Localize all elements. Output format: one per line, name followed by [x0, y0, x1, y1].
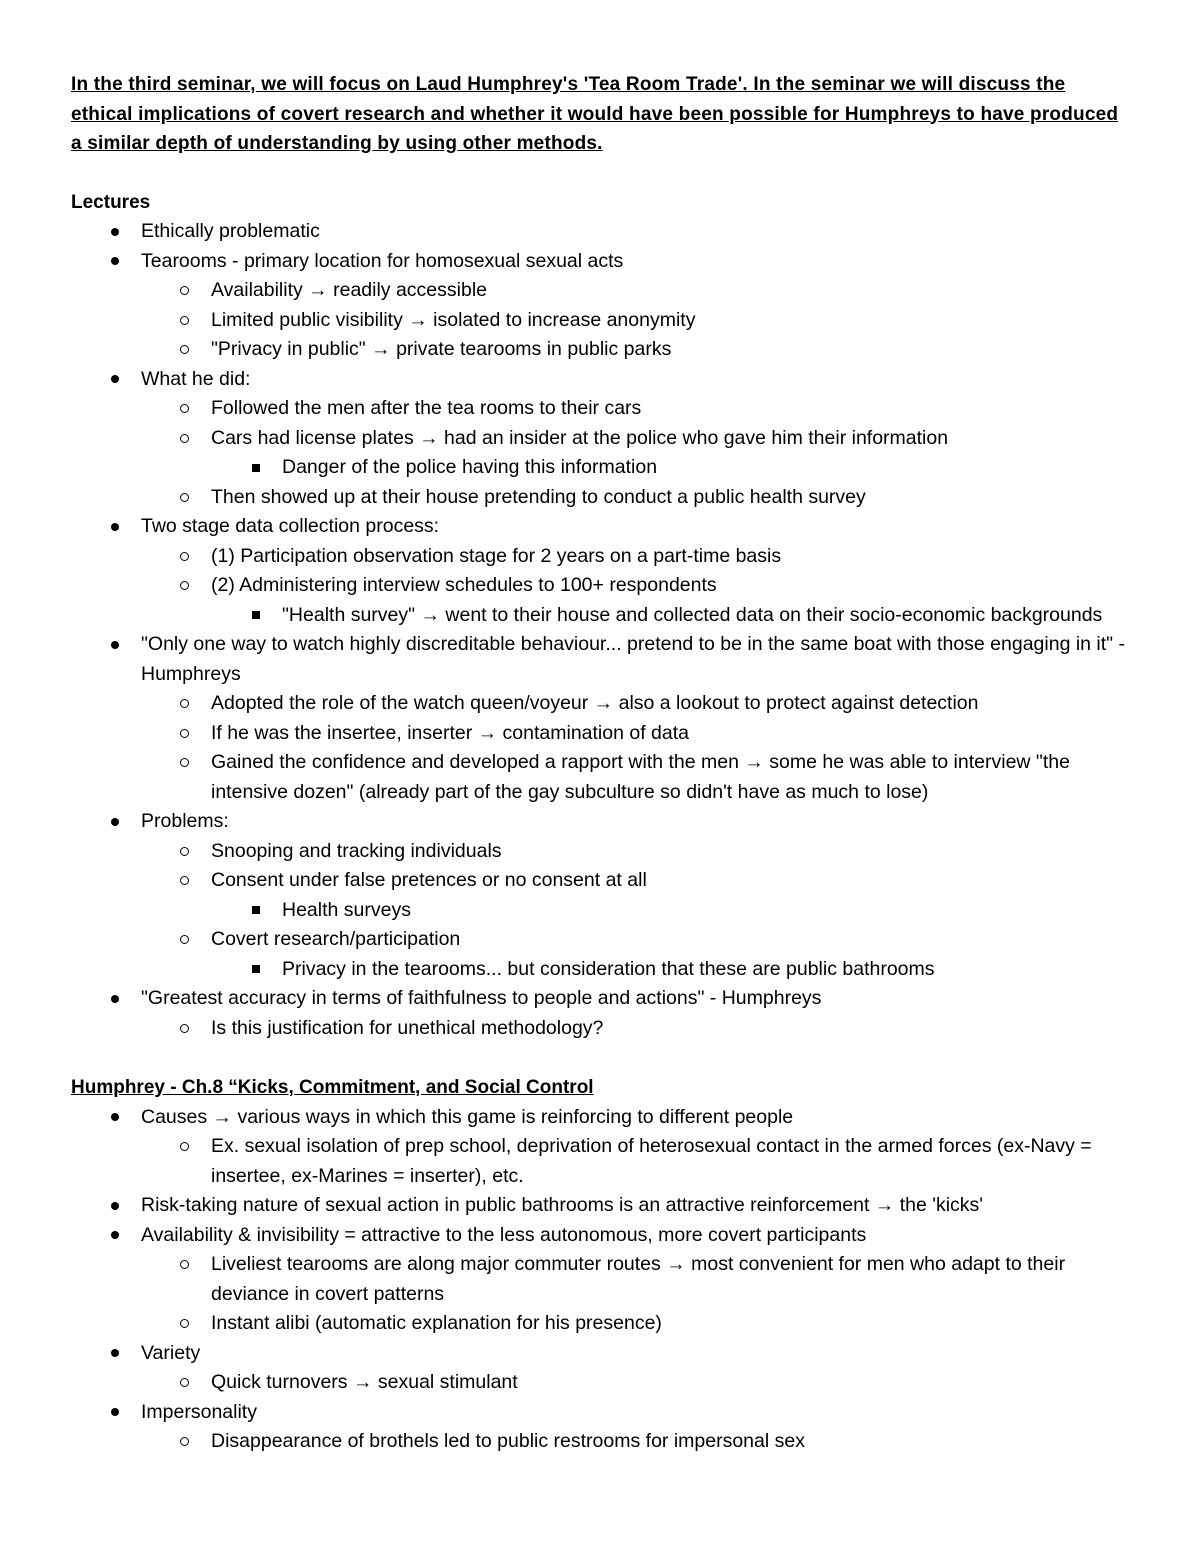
square-bullet-icon	[250, 955, 262, 985]
list-item	[71, 1250, 1131, 1309]
list-item	[71, 896, 1131, 926]
filled-circle-bullet-icon	[109, 1103, 121, 1133]
list-item	[71, 984, 1131, 1014]
list-item-text: Liveliest tearooms are along major commuter routes → most convenient for men who adapt to their deviance in covert patterns	[211, 1253, 1066, 1305]
hollow-circle-bullet-icon	[178, 1309, 190, 1339]
list-item-text: Disappearance of brothels led to public restrooms for impersonal sex	[211, 1430, 805, 1452]
filled-circle-bullet-icon	[109, 247, 121, 277]
list-item	[71, 365, 1131, 395]
humphrey-chapter-heading: Humphrey - Ch.8 “Kicks, Commitment, and Social Control	[71, 1077, 594, 1098]
filled-circle-bullet-icon	[109, 1398, 121, 1428]
list-item-text: Variety	[141, 1341, 201, 1364]
hollow-circle-bullet-icon	[178, 1014, 190, 1044]
hollow-circle-bullet-icon	[178, 542, 190, 572]
list-item	[71, 247, 1131, 277]
hollow-circle-bullet-icon	[178, 571, 190, 601]
square-bullet-icon	[250, 453, 262, 483]
list-item	[71, 689, 1131, 719]
list-item-text: "Health survey" → went to their house and collected data on their socio-economic backgrounds	[282, 603, 1103, 626]
filled-circle-bullet-icon	[109, 1221, 121, 1251]
list-item-text: Tearooms - primary location for homosexual sexual acts	[141, 249, 624, 272]
list-item	[71, 601, 1131, 631]
filled-circle-bullet-icon	[109, 807, 121, 837]
hollow-circle-bullet-icon	[178, 925, 190, 955]
hollow-circle-bullet-icon	[178, 719, 190, 749]
list-item	[71, 571, 1131, 601]
list-item	[71, 1427, 1131, 1457]
square-bullet-icon	[250, 896, 262, 926]
list-item-text: Is this justification for unethical methodology?	[211, 1016, 604, 1039]
list-item-text: "Privacy in public" → private tearooms in public parks	[211, 338, 672, 360]
list-item-text: Danger of the police having this information	[282, 456, 658, 478]
list-item-text: Followed the men after the tea rooms to their cars	[211, 397, 642, 419]
list-item	[71, 453, 1131, 483]
list-item-text: Availability & invisibility = attractive to the less autonomous, more covert participants	[141, 1223, 867, 1246]
hollow-circle-bullet-icon	[178, 837, 190, 867]
filled-circle-bullet-icon	[109, 512, 121, 542]
list-item-text: Ex. sexual isolation of prep school, deprivation of heterosexual contact in the armed forces (ex-Navy = insertee, ex-Marines = inserter), etc.	[211, 1135, 1092, 1187]
list-item	[71, 837, 1131, 867]
list-item-text: If he was the insertee, inserter → contamination of data	[211, 721, 690, 744]
list-item	[71, 807, 1131, 837]
list-item-text: Snooping and tracking individuals	[211, 839, 502, 862]
square-bullet-icon	[250, 601, 262, 631]
filled-circle-bullet-icon	[109, 365, 121, 395]
list-item-text: Two stage data collection process:	[141, 515, 440, 537]
filled-circle-bullet-icon	[109, 217, 121, 247]
list-item-text: Consent under false pretences or no consent at all	[211, 869, 647, 891]
list-item	[71, 630, 1131, 689]
list-item-text: Instant alibi (automatic explanation for his presence)	[211, 1312, 662, 1334]
hollow-circle-bullet-icon	[178, 866, 190, 896]
filled-circle-bullet-icon	[109, 1339, 121, 1369]
filled-circle-bullet-icon	[109, 630, 121, 660]
lectures-list	[71, 217, 1131, 1043]
list-item	[71, 1191, 1131, 1221]
list-item-text: "Greatest accuracy in terms of faithfulness to people and actions" - Humphreys	[141, 987, 822, 1009]
list-item	[71, 542, 1131, 572]
list-item	[71, 306, 1131, 336]
hollow-circle-bullet-icon	[178, 483, 190, 513]
list-item	[71, 748, 1131, 807]
list-item	[71, 955, 1131, 985]
hollow-circle-bullet-icon	[178, 1250, 190, 1280]
list-item	[71, 1014, 1131, 1044]
hollow-circle-bullet-icon	[178, 394, 190, 424]
list-item	[71, 1103, 1131, 1133]
list-item	[71, 925, 1131, 955]
list-item-text: Then showed up at their house pretending to conduct a public health survey	[211, 485, 866, 508]
humphrey-list	[71, 1103, 1131, 1457]
filled-circle-bullet-icon	[109, 984, 121, 1014]
list-item-text: Cars had license plates → had an insider at the police who gave him their information	[211, 426, 949, 449]
list-item	[71, 335, 1131, 365]
list-item-text: "Only one way to watch highly discreditable behaviour... pretend to be in the same boat with those engaging in it" - Humphreys	[141, 633, 1126, 685]
hollow-circle-bullet-icon	[178, 1427, 190, 1457]
seminar-intro: In the third seminar, we will focus on Laud Humphrey's 'Tea Room Trade'. In the seminar we will discuss the ethical implications of covert research and whether it would have been possible for Humphreys to have produced a similar depth of understanding by using other methods.	[71, 74, 1119, 154]
hollow-circle-bullet-icon	[178, 1368, 190, 1398]
list-item	[71, 394, 1131, 424]
list-item	[71, 1368, 1131, 1398]
hollow-circle-bullet-icon	[178, 1132, 190, 1162]
hollow-circle-bullet-icon	[178, 306, 190, 336]
list-item-text: Problems:	[141, 810, 229, 832]
filled-circle-bullet-icon	[109, 1191, 121, 1221]
hollow-circle-bullet-icon	[178, 276, 190, 306]
list-item	[71, 483, 1131, 513]
lectures-heading: Lectures	[71, 191, 151, 213]
list-item-text: What he did:	[141, 367, 251, 390]
list-item	[71, 1132, 1131, 1191]
spacer	[71, 1043, 1131, 1073]
list-item-text: Impersonality	[141, 1400, 257, 1423]
list-item-text: Gained the confidence and developed a rapport with the men → some he was able to interview "the intensive dozen" (already part of the gay subculture so didn't have as much to lose)	[211, 751, 1070, 803]
spacer	[71, 159, 1131, 188]
list-item	[71, 512, 1131, 542]
list-item-text: (1) Participation observation stage for 2 years on a part-time basis	[211, 544, 782, 567]
list-item	[71, 1309, 1131, 1339]
list-item-text: Covert research/participation	[211, 928, 461, 950]
list-item	[71, 1398, 1131, 1428]
hollow-circle-bullet-icon	[178, 424, 190, 454]
list-item-text: Adopted the role of the watch queen/voyeur → also a lookout to protect against detection	[211, 692, 979, 714]
list-item-text: Privacy in the tearooms... but consideration that these are public bathrooms	[282, 957, 935, 980]
list-item-text: Ethically problematic	[141, 220, 320, 242]
list-item	[71, 217, 1131, 247]
hollow-circle-bullet-icon	[178, 335, 190, 365]
list-item	[71, 1339, 1131, 1369]
document-page	[71, 70, 1131, 1457]
list-item	[71, 719, 1131, 749]
hollow-circle-bullet-icon	[178, 748, 190, 778]
hollow-circle-bullet-icon	[178, 689, 190, 719]
list-item-text: Quick turnovers → sexual stimulant	[211, 1371, 518, 1393]
list-item-text: Health surveys	[282, 898, 411, 921]
list-item	[71, 276, 1131, 306]
list-item-text: Causes → various ways in which this game is reinforcing to different people	[141, 1105, 794, 1128]
list-item-text: Risk-taking nature of sexual action in public bathrooms is an attractive reinforcement → the 'kicks'	[141, 1194, 983, 1216]
list-item-text: Availability → readily accessible	[211, 279, 488, 301]
list-item-text: (2) Administering interview schedules to 100+ respondents	[211, 574, 717, 596]
list-item	[71, 424, 1131, 454]
list-item	[71, 866, 1131, 896]
list-item-text: Limited public visibility → isolated to increase anonymity	[211, 308, 696, 331]
list-item	[71, 1221, 1131, 1251]
